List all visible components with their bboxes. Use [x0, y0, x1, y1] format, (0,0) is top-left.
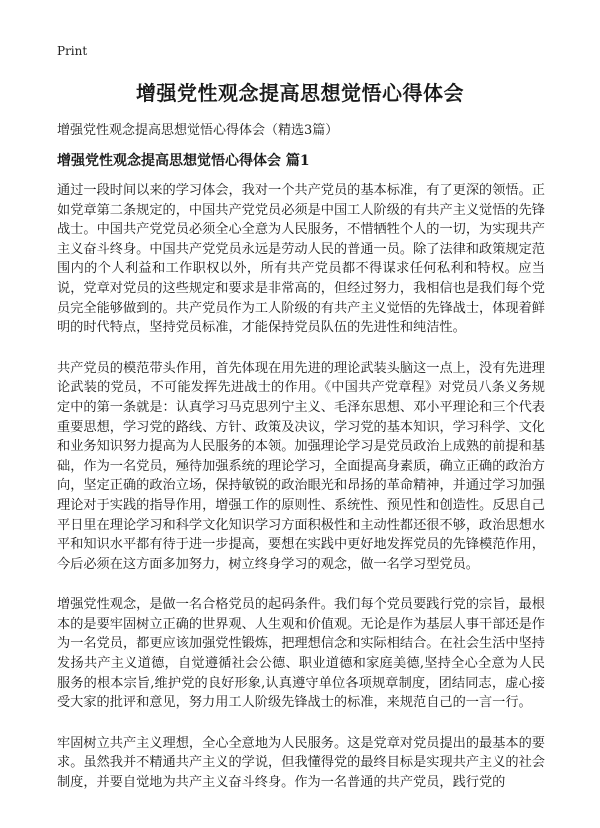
paragraph-1: 通过一段时间以来的学习体会，我对一个共产党员的基本标准，有了更深的领悟。正如党章第二条规定的，中国共产党党员必须是中国工人阶级的有共产主义觉悟的先锋战士。中国共产党党员必须全心全意为人民服务，不惜牺牲个人的一切，为实现共产主义奋斗终身。中国共产党党员永远是劳动人民的普通一员。除了法律和政策规定范围内的个人利益和工作职权以外，所有共产党员都不得谋求任何私利和特权。应当说，党章对党员的这些规定和要求是非常高的，但经过努力，我相信也是我们每个党员完全能够做到的。共产党员作为工人阶级的有共产主义觉悟的先锋战士，体现着鲜明的时代特点，坚持党员标准，才能保持党员队伍的先进性和纯洁性。	[57, 183, 545, 336]
paragraph-4: 牢固树立共产主义理想，全心全意地为人民服务。这是党章对党员提出的最基本的要求。虽然我并不精通共产主义的学说，但我懂得党的最终目标是实现共产主义的社会制度，并要自觉地为共产主义奋斗终身。作为一名普通的共产党员，践行党的	[57, 735, 545, 791]
print-link[interactable]: Print	[57, 44, 88, 58]
article-body	[57, 181, 545, 814]
document-title: 增强党性观念提高思想觉悟心得体会	[136, 81, 464, 105]
section-heading: 增强党性观念提高思想觉悟心得体会 篇1	[57, 153, 310, 169]
document-subtitle: 增强党性观念提高思想觉悟心得体会（精选3篇）	[57, 123, 339, 138]
paragraph-2: 共产党员的模范带头作用，首先体现在用先进的理论武装头脑这一点上，没有先进理论武装的党员，不可能发挥先进战士的作用。《中国共产党章程》对党员八条义务规定中的第一条就是：认真学习马克思列宁主义、毛泽东思想、邓小平理论和三个代表重要思想，学习党的路线、方针、政策及决议，学习党的基本知识，学习科学、文化和业务知识努力提高为人民服务的本领。加强理论学习是党员政治上成熟的前提和基础，作为一名党员，殛待加强系统的理论学习，全面提高身素质，确立正确的政治方向，坚定正确的政治立场，保持敏锐的政治眼光和昂扬的革命精神，并通过学习加强理论对于实践的指导作用，增强工作的原则性、系统性、预见性和创造性。反思自己平日里在理论学习和科学文化知识学习方面积极性和主动性都还很不够，政治思想水平和知识水平都有待于进一步提高，要想在实践中更好地发挥党员的先锋模范作用，今后必须在这方面多加努力，树立终身学习的观念，做一名学习型党员。	[57, 360, 545, 572]
paragraph-3: 增强党性观念，是做一名合格党员的起码条件。我们每个党员要践行党的宗旨，最根本的是要牢固树立正确的世界观、人生观和价值观。无论是作为基层人事干部还是作为一名党员，都更应该加强党性锻炼，把理想信念和实际相结合。在社会生活中坚持发扬共产主义道德，自觉遵循社会公德、职业道德和家庭美德,坚持全心全意为人民服务的根本宗旨,维护党的良好形象,认真遵守单位各项规章制度，团结同志，虚心接受大家的批评和意见，努力用工人阶级先锋战士的标准，来规范自己的一言一行。	[57, 597, 545, 711]
